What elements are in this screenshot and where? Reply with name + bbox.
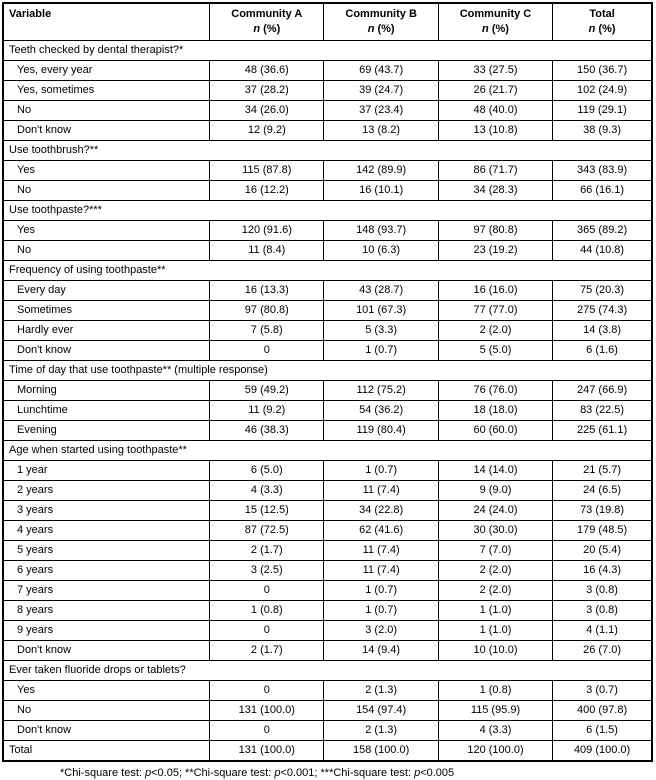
cell-value: 10 (10.0) xyxy=(438,641,552,661)
table-row xyxy=(3,501,652,521)
row-label: Morning xyxy=(3,381,210,401)
row-label: Sometimes xyxy=(3,301,210,321)
row-label: Yes xyxy=(3,161,210,181)
cell-value: 148 (93.7) xyxy=(324,221,438,241)
percent-label: (%) xyxy=(598,23,616,35)
section-title-age-when-started-using-toothpaste: Age when started using toothpaste** xyxy=(3,441,652,461)
table-row xyxy=(3,181,652,201)
cell-value: 1 (0.8) xyxy=(438,681,552,701)
cell-value: 26 (7.0) xyxy=(553,641,652,661)
row-label: Hardly ever xyxy=(3,321,210,341)
header-row xyxy=(3,3,652,41)
cell-value: 179 (48.5) xyxy=(553,521,652,541)
cell-value: 142 (89.9) xyxy=(324,161,438,181)
table-body xyxy=(3,41,652,762)
cell-value: 6 (1.5) xyxy=(553,721,652,741)
cell-value: 1 (0.7) xyxy=(324,581,438,601)
cell-value: 0 xyxy=(210,721,324,741)
n-symbol: n xyxy=(588,23,596,35)
row-label: Yes, sometimes xyxy=(3,81,210,101)
cell-value: 26 (21.7) xyxy=(438,81,552,101)
cell-value: 16 (16.0) xyxy=(438,281,552,301)
n-symbol: n xyxy=(482,23,489,35)
section-header-row xyxy=(3,201,652,221)
row-label: 1 year xyxy=(3,461,210,481)
cell-value: 2 (1.3) xyxy=(324,721,438,741)
cell-value: 39 (24.7) xyxy=(324,81,438,101)
cell-value: 16 (13.3) xyxy=(210,281,324,301)
total-cell-value: 120 (100.0) xyxy=(438,741,552,762)
table-row xyxy=(3,421,652,441)
table-row xyxy=(3,101,652,121)
table-row xyxy=(3,81,652,101)
section-header-row xyxy=(3,441,652,461)
row-label: Every day xyxy=(3,281,210,301)
cell-value: 59 (49.2) xyxy=(210,381,324,401)
cell-value: 14 (3.8) xyxy=(553,321,652,341)
p-value-symbol: p xyxy=(144,767,152,779)
row-label: No xyxy=(3,181,210,201)
cell-value: 4 (1.1) xyxy=(553,621,652,641)
results-table xyxy=(2,2,653,762)
row-label: 7 years xyxy=(3,581,210,601)
n-symbol: n xyxy=(367,23,375,35)
column-header-community-b xyxy=(324,3,438,41)
table-header xyxy=(3,3,652,41)
cell-value: 3 (0.8) xyxy=(553,581,652,601)
cell-value: 66 (16.1) xyxy=(553,181,652,201)
percent-label: (%) xyxy=(377,23,395,35)
table-row xyxy=(3,401,652,421)
cell-value: 1 (1.0) xyxy=(438,601,552,621)
cell-value: 5 (5.0) xyxy=(438,341,552,361)
cell-value: 2 (2.0) xyxy=(438,321,552,341)
row-label: Don't know xyxy=(3,721,210,741)
cell-value: 87 (72.5) xyxy=(210,521,324,541)
cell-value: 24 (24.0) xyxy=(438,501,552,521)
total-cell-value: 158 (100.0) xyxy=(324,741,438,762)
row-label: Don't know xyxy=(3,341,210,361)
table-row xyxy=(3,681,652,701)
cell-value: 11 (7.4) xyxy=(324,541,438,561)
row-label: Evening xyxy=(3,421,210,441)
cell-value: 3 (0.7) xyxy=(553,681,652,701)
cell-value: 48 (36.6) xyxy=(210,61,324,81)
cell-value: 1 (1.0) xyxy=(438,621,552,641)
table-row xyxy=(3,381,652,401)
n-symbol: n xyxy=(253,23,261,35)
column-header-variable: Variable xyxy=(3,3,210,41)
cell-value: 30 (30.0) xyxy=(438,521,552,541)
row-label: Don't know xyxy=(3,641,210,661)
cell-value: 37 (28.2) xyxy=(210,81,324,101)
cell-value: 7 (5.8) xyxy=(210,321,324,341)
cell-value: 34 (22.8) xyxy=(324,501,438,521)
cell-value: 97 (80.8) xyxy=(210,301,324,321)
percent-label: (%) xyxy=(491,23,509,35)
cell-value: 5 (3.3) xyxy=(324,321,438,341)
cell-value: 11 (7.4) xyxy=(324,561,438,581)
row-label: No xyxy=(3,241,210,261)
cell-value: 2 (2.0) xyxy=(438,581,552,601)
cell-value: 13 (10.8) xyxy=(438,121,552,141)
table-row xyxy=(3,281,652,301)
section-header-row xyxy=(3,361,652,381)
table-row xyxy=(3,641,652,661)
cell-value: 9 (9.0) xyxy=(438,481,552,501)
table-row xyxy=(3,721,652,741)
cell-value: 33 (27.5) xyxy=(438,61,552,81)
table-row xyxy=(3,121,652,141)
cell-value: 4 (3.3) xyxy=(438,721,552,741)
n-percent-label xyxy=(442,22,549,37)
row-label: Yes, every year xyxy=(3,61,210,81)
cell-value: 112 (75.2) xyxy=(324,381,438,401)
row-label: Don't know xyxy=(3,121,210,141)
row-label: Lunchtime xyxy=(3,401,210,421)
cell-value: 4 (3.3) xyxy=(210,481,324,501)
cell-value: 2 (2.0) xyxy=(438,561,552,581)
cell-value: 60 (60.0) xyxy=(438,421,552,441)
row-label: 5 years xyxy=(3,541,210,561)
n-percent-label xyxy=(327,22,434,37)
table-row xyxy=(3,481,652,501)
cell-value: 76 (76.0) xyxy=(438,381,552,401)
cell-value: 14 (14.0) xyxy=(438,461,552,481)
cell-value: 101 (67.3) xyxy=(324,301,438,321)
cell-value: 0 xyxy=(210,621,324,641)
cell-value: 18 (18.0) xyxy=(438,401,552,421)
cell-value: 1 (0.7) xyxy=(324,461,438,481)
table-row xyxy=(3,621,652,641)
cell-value: 7 (7.0) xyxy=(438,541,552,561)
column-title: Community B xyxy=(345,8,417,20)
section-header-row xyxy=(3,41,652,61)
p-value-symbol: p xyxy=(274,767,281,779)
cell-value: 48 (40.0) xyxy=(438,101,552,121)
section-title-use-toothbrush: Use toothbrush?** xyxy=(3,141,652,161)
table-row xyxy=(3,581,652,601)
cell-value: 131 (100.0) xyxy=(210,701,324,721)
cell-value: 0 xyxy=(210,581,324,601)
cell-value: 11 (7.4) xyxy=(324,481,438,501)
cell-value: 16 (4.3) xyxy=(553,561,652,581)
cell-value: 13 (8.2) xyxy=(324,121,438,141)
p-value-symbol: p xyxy=(414,767,421,779)
cell-value: 343 (83.9) xyxy=(553,161,652,181)
cell-value: 1 (0.7) xyxy=(324,601,438,621)
row-label: No xyxy=(3,101,210,121)
section-title-time-of-day-that-use-toothpaste-multiple: Time of day that use toothpaste** (multiple response) xyxy=(3,361,652,381)
cell-value: 38 (9.3) xyxy=(553,121,652,141)
cell-value: 6 (5.0) xyxy=(210,461,324,481)
table-row xyxy=(3,541,652,561)
cell-value: 46 (38.3) xyxy=(210,421,324,441)
cell-value: 73 (19.8) xyxy=(553,501,652,521)
row-label: 8 years xyxy=(3,601,210,621)
row-label: No xyxy=(3,701,210,721)
table-row xyxy=(3,241,652,261)
footnote-text: <0.005 xyxy=(420,767,455,779)
table-row xyxy=(3,601,652,621)
footnote-text: <0.05; **Chi-square test: xyxy=(151,767,275,779)
cell-value: 16 (12.2) xyxy=(210,181,324,201)
row-label: 2 years xyxy=(3,481,210,501)
row-label: 6 years xyxy=(3,561,210,581)
column-header-total xyxy=(553,3,652,41)
footnote-text: *Chi-square test: xyxy=(60,767,145,779)
cell-value: 11 (8.4) xyxy=(210,241,324,261)
cell-value: 115 (95.9) xyxy=(438,701,552,721)
cell-value: 154 (97.4) xyxy=(324,701,438,721)
cell-value: 54 (36.2) xyxy=(324,401,438,421)
table-row xyxy=(3,301,652,321)
row-label: 4 years xyxy=(3,521,210,541)
cell-value: 365 (89.2) xyxy=(553,221,652,241)
table-row xyxy=(3,161,652,181)
footnote-text: <0.001; ***Chi-square test: xyxy=(280,767,415,779)
cell-value: 225 (61.1) xyxy=(553,421,652,441)
total-cell-value: 131 (100.0) xyxy=(210,741,324,762)
cell-value: 69 (43.7) xyxy=(324,61,438,81)
cell-value: 12 (9.2) xyxy=(210,121,324,141)
row-label: 3 years xyxy=(3,501,210,521)
total-row xyxy=(3,741,652,762)
section-title-frequency-of-using-toothpaste: Frequency of using toothpaste** xyxy=(3,261,652,281)
row-label: Yes xyxy=(3,681,210,701)
cell-value: 16 (10.1) xyxy=(324,181,438,201)
table-row xyxy=(3,221,652,241)
table-row xyxy=(3,521,652,541)
column-header-community-c xyxy=(438,3,552,41)
row-label: Yes xyxy=(3,221,210,241)
cell-value: 20 (5.4) xyxy=(553,541,652,561)
n-percent-label xyxy=(556,22,648,37)
column-title: Total xyxy=(589,8,615,20)
section-title-ever-taken-fluoride-drops-or-tablets: Ever taken fluoride drops or tablets? xyxy=(3,661,652,681)
cell-value: 150 (36.7) xyxy=(553,61,652,81)
cell-value: 119 (29.1) xyxy=(553,101,652,121)
cell-value: 11 (9.2) xyxy=(210,401,324,421)
cell-value: 34 (28.3) xyxy=(438,181,552,201)
table-row xyxy=(3,561,652,581)
cell-value: 115 (87.8) xyxy=(210,161,324,181)
cell-value: 15 (12.5) xyxy=(210,501,324,521)
cell-value: 0 xyxy=(210,681,324,701)
cell-value: 0 xyxy=(210,341,324,361)
cell-value: 43 (28.7) xyxy=(324,281,438,301)
table-row xyxy=(3,341,652,361)
cell-value: 1 (0.8) xyxy=(210,601,324,621)
cell-value: 62 (41.6) xyxy=(324,521,438,541)
cell-value: 102 (24.9) xyxy=(553,81,652,101)
cell-value: 97 (80.8) xyxy=(438,221,552,241)
cell-value: 6 (1.6) xyxy=(553,341,652,361)
column-title: Community C xyxy=(459,8,532,20)
cell-value: 34 (26.0) xyxy=(210,101,324,121)
cell-value: 1 (0.7) xyxy=(324,341,438,361)
column-title: Community A xyxy=(231,8,303,20)
table-row xyxy=(3,61,652,81)
row-label: 9 years xyxy=(3,621,210,641)
section-title-teeth-checked-by-dental-therapist: Teeth checked by dental therapist?* xyxy=(3,41,652,61)
cell-value: 83 (22.5) xyxy=(553,401,652,421)
cell-value: 21 (5.7) xyxy=(553,461,652,481)
table-row xyxy=(3,461,652,481)
cell-value: 2 (1.3) xyxy=(324,681,438,701)
cell-value: 75 (20.3) xyxy=(553,281,652,301)
section-header-row xyxy=(3,261,652,281)
total-row-label: Total xyxy=(3,741,210,762)
n-percent-label xyxy=(213,22,320,37)
table-footnote xyxy=(60,766,654,780)
cell-value: 119 (80.4) xyxy=(324,421,438,441)
cell-value: 10 (6.3) xyxy=(324,241,438,261)
section-header-row xyxy=(3,141,652,161)
cell-value: 44 (10.8) xyxy=(553,241,652,261)
table-row xyxy=(3,701,652,721)
total-cell-value: 409 (100.0) xyxy=(553,741,652,762)
cell-value: 400 (97.8) xyxy=(553,701,652,721)
cell-value: 2 (1.7) xyxy=(210,541,324,561)
cell-value: 23 (19.2) xyxy=(438,241,552,261)
cell-value: 120 (91.6) xyxy=(210,221,324,241)
section-title-use-toothpaste: Use toothpaste?*** xyxy=(3,201,652,221)
cell-value: 37 (23.4) xyxy=(324,101,438,121)
section-header-row xyxy=(3,661,652,681)
cell-value: 3 (0.8) xyxy=(553,601,652,621)
percent-label: (%) xyxy=(263,23,281,35)
column-header-community-a xyxy=(210,3,324,41)
cell-value: 247 (66.9) xyxy=(553,381,652,401)
cell-value: 86 (71.7) xyxy=(438,161,552,181)
cell-value: 14 (9.4) xyxy=(324,641,438,661)
cell-value: 77 (77.0) xyxy=(438,301,552,321)
cell-value: 24 (6.5) xyxy=(553,481,652,501)
cell-value: 3 (2.0) xyxy=(324,621,438,641)
cell-value: 275 (74.3) xyxy=(553,301,652,321)
cell-value: 2 (1.7) xyxy=(210,641,324,661)
table-row xyxy=(3,321,652,341)
cell-value: 3 (2.5) xyxy=(210,561,324,581)
